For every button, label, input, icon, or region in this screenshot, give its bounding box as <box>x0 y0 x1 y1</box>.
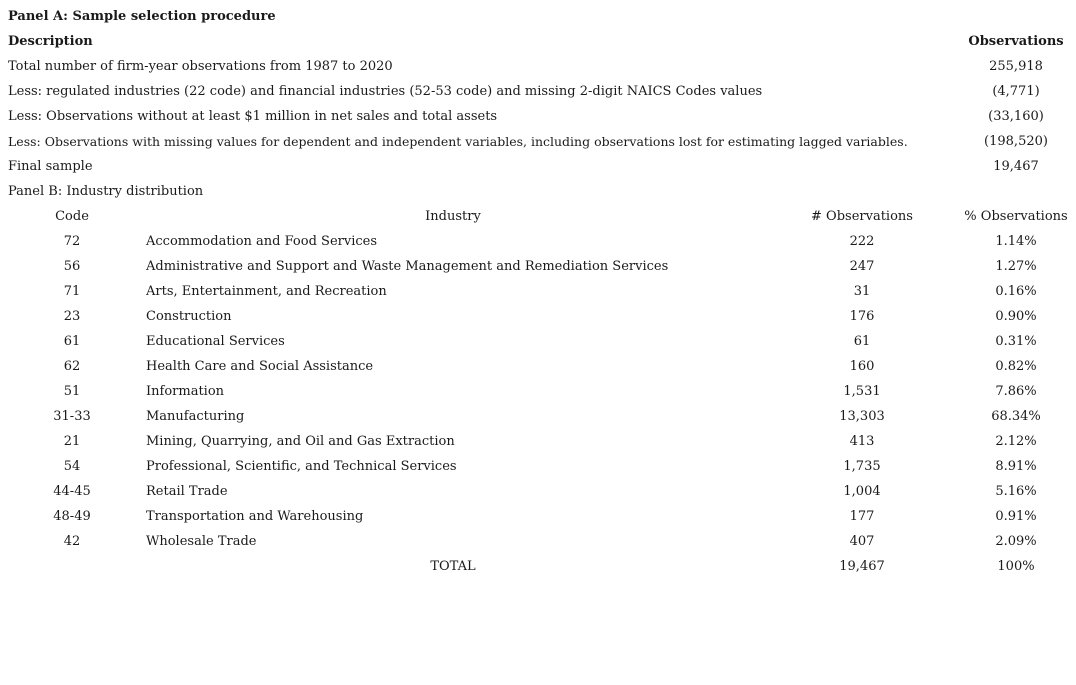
cell-industry: Information <box>146 384 225 399</box>
cell-industry: Educational Services <box>146 334 285 349</box>
cell-industry: Construction <box>146 309 232 324</box>
cell-num: 413 <box>849 434 875 449</box>
cell-pct: 1.27% <box>995 259 1037 274</box>
cell-industry: Accommodation and Food Services <box>146 234 377 249</box>
col-description: Description <box>8 34 93 49</box>
cell-code: 71 <box>63 284 81 299</box>
cell-pct: 1.14% <box>995 234 1037 249</box>
cell-code: 42 <box>63 534 81 549</box>
cell-pct: 5.16% <box>995 484 1037 499</box>
cell-pct: 0.82% <box>995 359 1037 374</box>
col-num-observations: # Observations <box>811 209 913 224</box>
cell-num: 61 <box>853 334 871 349</box>
cell-pct: 2.09% <box>995 534 1037 549</box>
cell-industry: Administrative and Support and Waste Management and Remediation Services <box>146 259 669 274</box>
cell-num: 31 <box>853 284 871 299</box>
cell-industry: Wholesale Trade <box>146 534 257 549</box>
cell-pct: 7.86% <box>995 384 1037 399</box>
cell-pct: 0.91% <box>995 509 1037 524</box>
cell-industry: Mining, Quarrying, and Oil and Gas Extraction <box>146 434 455 449</box>
cell-industry: Manufacturing <box>146 409 245 424</box>
cell-code: 31-33 <box>53 409 91 424</box>
col-observations: Observations <box>968 34 1064 49</box>
cell-pct: 0.16% <box>995 284 1037 299</box>
cell-num: 177 <box>849 509 875 524</box>
cell-code: 48-49 <box>53 509 91 524</box>
cell-pct: 68.34% <box>991 409 1041 424</box>
cell-pct: 0.31% <box>995 334 1037 349</box>
cell-num: 407 <box>849 534 875 549</box>
cell-code: 56 <box>63 259 81 274</box>
total-num: 19,467 <box>839 559 885 574</box>
cell-industry: Professional, Scientific, and Technical Services <box>146 459 457 474</box>
cell-pct: 0.90% <box>995 309 1037 324</box>
cell-industry: Retail Trade <box>146 484 228 499</box>
cell-code: 54 <box>63 459 81 474</box>
cell-num: 160 <box>849 359 875 374</box>
cell-industry: Health Care and Social Assistance <box>146 359 374 374</box>
col-industry: Industry <box>425 209 481 224</box>
col-code: Code <box>55 209 89 224</box>
cell-pct: 2.12% <box>995 434 1037 449</box>
cell-industry: Transportation and Warehousing <box>146 509 364 524</box>
cell-code: 72 <box>63 234 81 249</box>
table-page: Panel A: Sample selection procedure Description Observations Total number of firm-year observations from 1987 to 2020 255,918 Less: regulated industries (22 code) and financial industries (52-53 code) and missing 2-digit NAICS Codes values (4,771) Less: Observations without at least $1 million in net sales and total assets (33,160) Less: Observations with missing values for dependent and independent variables, including observations lost for estimating lagged variables. (198,520) Final sample 19,467 Panel B: Industry distribution Code Industry # Observations % Observations 72 Accommodation and Food Services 222 1.14% 56 Administrative and Support and Waste Management and Remediation Services 247 1.27% 71 Arts, Entertainment, and Recreation 31 0.16% 23 Construction 176 0.90% 61 Educational Services 61 0.31% 62 Health Care and Social Assistance 160 0.82% 51 Information 1,531 7.86% 31-33 Manufacturing 13,303 68.34% 21 Mining, Quarrying, and Oil and Gas Extraction 413 2.12% 54 Professional, Scientific, and Technical Services 1,735 8.91% 44-45 Retail Trade 1,004 5.16% 48-49 Transportation and Warehousing 177 0.91% 42 Wholesale Trade 407 2.09% TOTAL 19,467 100% <box>0 0 1076 685</box>
cell-num: 247 <box>849 259 875 274</box>
cell-num: 222 <box>849 234 875 249</box>
total-pct: 100% <box>997 559 1035 574</box>
cell-code: 21 <box>63 434 81 449</box>
cell-code: 62 <box>63 359 81 374</box>
cell-num: 13,303 <box>839 409 885 424</box>
cell-industry: Arts, Entertainment, and Recreation <box>146 284 387 299</box>
col-pct-observations: % Observations <box>964 209 1068 224</box>
total-label: TOTAL <box>430 559 476 574</box>
cell-code: 23 <box>63 309 81 324</box>
cell-num: 1,531 <box>843 384 881 399</box>
cell-code: 51 <box>63 384 81 399</box>
cell-num: 1,735 <box>843 459 881 474</box>
cell-code: 61 <box>63 334 81 349</box>
cell-pct: 8.91% <box>995 459 1037 474</box>
cell-num: 1,004 <box>843 484 881 499</box>
cell-code: 44-45 <box>53 484 91 499</box>
cell-num: 176 <box>849 309 875 324</box>
